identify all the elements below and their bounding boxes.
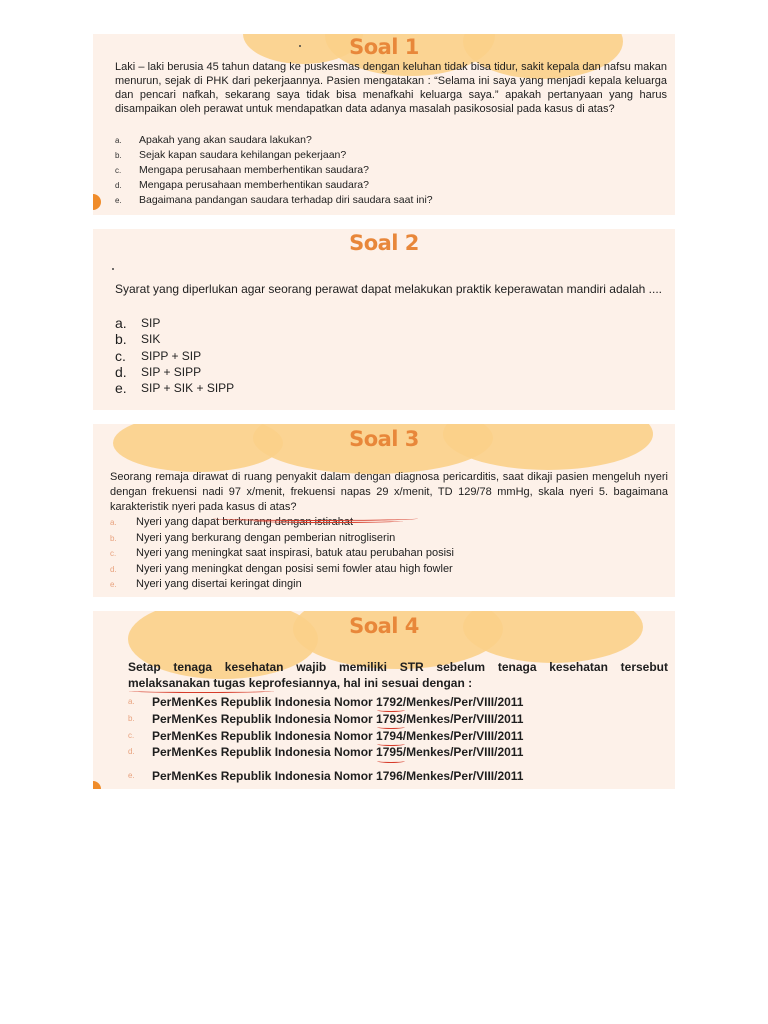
- soal-2-title: Soal 2: [349, 231, 419, 255]
- option-text: SIP: [141, 316, 161, 330]
- option[interactable]: [115, 163, 433, 178]
- option-letter: e.: [115, 380, 127, 397]
- option[interactable]: [115, 348, 234, 364]
- option-text: Nyeri yang meningkat saat inspirasi, batuk atau perubahan posisi: [136, 547, 454, 559]
- option-text: PerMenKes Republik Indonesia Nomor 1792/Menkes/Per/VIII/2011: [152, 695, 524, 709]
- option[interactable]: [128, 744, 523, 761]
- option[interactable]: [115, 148, 433, 163]
- option-text: Nyeri yang disertai keringat dingin: [136, 578, 302, 590]
- option-text: PerMenKes Republik Indonesia Nomor 1795/Menkes/Per/VIII/2011: [152, 745, 524, 760]
- option-text: Nyeri yang dapat berkurang dengan istirahat: [136, 516, 354, 528]
- option-text: PerMenKes Republik Indonesia Nomor 1793/Menkes/Per/VIII/2011: [152, 711, 524, 726]
- option[interactable]: [128, 694, 523, 711]
- option-letter: d.: [128, 747, 135, 757]
- option[interactable]: [128, 768, 523, 785]
- option-letter: c.: [115, 347, 126, 364]
- soal-4-card: [93, 611, 675, 789]
- option-letter: e.: [110, 580, 117, 589]
- handwritten-underline: [377, 725, 405, 729]
- option-letter: c.: [115, 166, 122, 175]
- option[interactable]: [110, 562, 454, 578]
- option-text: Mengapa perusahaan memberhentikan saudara?: [139, 179, 369, 191]
- option-letter: d.: [110, 564, 117, 574]
- option-letter: d.: [115, 363, 127, 380]
- option-text: PerMenKes Republik Indonesia Nomor 1796/Menkes/Per/VIII/2011: [152, 769, 524, 784]
- handwritten-underline: [377, 742, 405, 746]
- soal-3-question: Seorang remaja dirawat di ruang penyakit dalam dengan diagnosa pericarditis, saat dikaji pasien mengeluh nyeri dengan frekuensi nadi 97 x/menit, frekuensi napas 29 x/menit, TD 129/78 mmHg, skala nyeri 5. bagaimana karakteristik nyeri pada kasus di atas?: [110, 471, 668, 513]
- handwritten-underline: [129, 689, 274, 693]
- handwritten-underline: [377, 759, 405, 763]
- soal-4-options: [128, 694, 523, 785]
- option[interactable]: [110, 546, 454, 562]
- soal-3-title: Soal 3: [349, 427, 419, 451]
- option[interactable]: [128, 711, 523, 728]
- option-letter: d.: [115, 181, 122, 190]
- option[interactable]: [115, 380, 234, 396]
- soal-3-card: [93, 424, 675, 597]
- option[interactable]: [115, 315, 234, 331]
- option-text: Bagaimana pandangan saudara terhadap diri saudara saat ini?: [139, 194, 433, 206]
- option-letter: a.: [110, 518, 117, 527]
- option[interactable]: [115, 193, 433, 208]
- accent-dot: [93, 194, 101, 210]
- option-letter: b.: [115, 331, 127, 348]
- option-text: Nyeri yang berkurang dengan pemberian nitrogliserin: [136, 531, 396, 544]
- soal-1-options: [115, 133, 433, 208]
- option-text: SIPP + SIP: [141, 348, 202, 363]
- soal-1-card: [93, 34, 675, 215]
- option-letter: e.: [128, 771, 135, 781]
- option[interactable]: [115, 364, 234, 380]
- option[interactable]: [115, 331, 234, 347]
- speck: [112, 268, 114, 270]
- option-letter: b.: [110, 533, 117, 543]
- handwritten-underline: [377, 708, 405, 712]
- option-text: PerMenKes Republik Indonesia Nomor 1794/Menkes/Per/VIII/2011: [152, 728, 524, 743]
- option[interactable]: [110, 531, 454, 547]
- soal-2-card: [93, 229, 675, 410]
- option-letter: a.: [115, 315, 127, 331]
- option[interactable]: [110, 577, 454, 593]
- option[interactable]: [128, 728, 523, 745]
- soal-1-title: Soal 1: [349, 35, 419, 59]
- option[interactable]: [115, 178, 433, 193]
- handwritten-underline: [253, 519, 403, 523]
- option-letter: b.: [128, 713, 135, 723]
- option-text: Apakah yang akan saudara lakukan?: [139, 134, 312, 146]
- option-text: SIP + SIK + SIPP: [141, 381, 235, 396]
- soal-3-options: [110, 515, 454, 593]
- accent-dot: [93, 781, 101, 789]
- soal-1-question: Laki – laki berusia 45 tahun datang ke puskesmas dengan keluhan tidak bisa tidur, sakit kepala dan nafsu makan menurun, sejak di PHK dari pekerjaannya. Pasien mengatakan : “Selama ini saya yang menjadi kepala keluarga dan pencari nafkah, sekarang saya tidak bisa menafkahi keluarga saya.” apakah pertanyaan yang harus disampaikan oleh perawat untuk mendapatkan data adanya masalah pasikososial pada kasus di atas?: [115, 61, 667, 115]
- option-letter: c.: [128, 730, 135, 740]
- soal-2-question: Syarat yang diperlukan agar seorang perawat dapat melakukan praktik keperawatan mandiri adalah ....: [115, 282, 662, 296]
- option-text: Mengapa perusahaan memberhentikan saudara?: [139, 164, 369, 176]
- soal-4-question: Setap tenaga kesehatan wajib memiliki STR sebelum tenaga kesehatan tersebut melaksanakan tugas keprofesiannya, hal ini sesuai dengan :: [128, 660, 668, 690]
- option-text: SIK: [141, 332, 161, 347]
- option-text: Sejak kapan saudara kehilangan pekerjaan?: [139, 149, 347, 161]
- option-letter: a.: [128, 697, 135, 706]
- option[interactable]: [115, 133, 433, 148]
- option-letter: e.: [115, 196, 122, 205]
- option-letter: b.: [115, 151, 122, 160]
- option-text: Nyeri yang meningkat dengan posisi semi fowler atau high fowler: [136, 562, 453, 575]
- soal-4-title: Soal 4: [349, 614, 419, 638]
- soal-2-options: [115, 315, 234, 396]
- option-text: SIP + SIPP: [141, 364, 202, 379]
- option-letter: a.: [115, 136, 122, 145]
- option-letter: c.: [110, 549, 117, 558]
